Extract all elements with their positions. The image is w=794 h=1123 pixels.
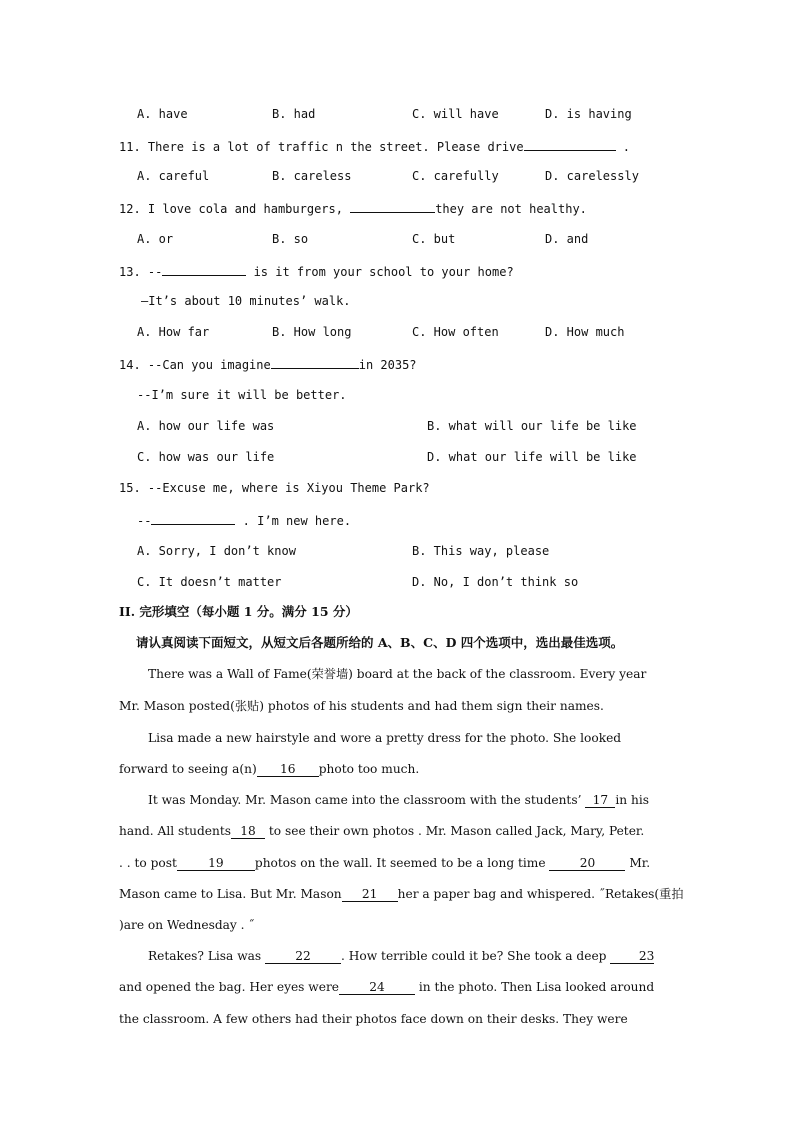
blank-16: 16 [257, 763, 319, 777]
q14-answer: --I’m sure it will be better. [137, 388, 347, 402]
q14-blank [271, 355, 359, 369]
passage-line-8 [119, 886, 684, 902]
q11-option-d: D. carelessly [545, 169, 639, 183]
passage-line-11 [119, 979, 654, 995]
q12-stem-text: 12. I love cola and hamburgers, [119, 202, 351, 216]
q14-option-c: C. how was our life [137, 450, 275, 464]
q15-option-d: D. No, I don’t think so [412, 575, 579, 589]
q12-option-a: A. or [137, 232, 174, 246]
passage-text: to see their own photos . Mr. Mason called Jack, Mary, Peter. [265, 824, 645, 838]
passage-line-5 [148, 792, 649, 808]
passage-text: photo too much. [318, 762, 420, 776]
passage-line-1: There was a Wall of Fame(荣誉墙) board at the back of the classroom. Every year [148, 667, 647, 681]
q12-stem [119, 199, 587, 217]
passage-text: forward to seeing a(n) [119, 762, 257, 776]
q10-option-c: C. will have [412, 107, 499, 121]
blank-24: 24 [339, 981, 415, 995]
q13-stem-end: is it from your school to your home? [246, 265, 514, 279]
q15-option-b: B. This way, please [412, 544, 550, 558]
section-instruction: 请认真阅读下面短文，从短文后各题所给的 A、B、C、D 四个选项中，选出最佳选项。 [136, 635, 624, 650]
blank-18: 18 [231, 825, 265, 839]
passage-line-10 [148, 948, 654, 964]
q15-option-c: C. It doesn’t matter [137, 575, 282, 589]
passage-text: and opened the bag. Her eyes were [119, 980, 339, 994]
passage-line-3: Lisa made a new hairstyle and wore a pretty dress for the photo. She looked [148, 731, 622, 745]
q11-stem-end: . [615, 140, 631, 154]
passage-line-12: the classroom. A few others had their photos face down on their desks. They were [119, 1012, 628, 1026]
q13-answer: –It’s about 10 minutes’ walk. [141, 294, 351, 308]
q11-stem [119, 137, 630, 155]
section-heading: II. 完形填空（每小题 1 分。满分 15 分） [119, 604, 358, 619]
q10-option-d: D. is having [545, 107, 632, 121]
q14-stem-text: 14. --Can you imagine [119, 358, 271, 372]
q13-stem [119, 262, 514, 280]
q15-option-a: A. Sorry, I don’t know [137, 544, 296, 558]
passage-text: . How terrible could it be? She took a deep [341, 949, 611, 963]
passage-text: It was Monday. Mr. Mason came into the classroom with the students’ [148, 793, 586, 807]
passage-text: hand. All students [119, 824, 232, 838]
passage-line-2: Mr. Mason posted(张贴) photos of his students and had them sign their names. [119, 699, 604, 713]
q13-option-c: C. How often [412, 325, 499, 339]
passage-text: in his [615, 793, 649, 807]
q15-stem: 15. --Excuse me, where is Xiyou Theme Park? [119, 481, 430, 495]
q11-option-b: B. careless [272, 169, 352, 183]
q14-option-a: A. how our life was [137, 419, 275, 433]
passage-line-4 [119, 761, 419, 777]
q13-option-a: A. How far [137, 325, 210, 339]
q14-stem [119, 355, 417, 373]
q13-stem-text: 13. -- [119, 265, 163, 279]
passage-text: Mr. [625, 856, 651, 870]
q13-option-d: D. How much [545, 325, 625, 339]
passage-text: in the photo. Then Lisa looked around [415, 980, 655, 994]
q12-option-b: B. so [272, 232, 309, 246]
passage-text: Retakes? Lisa was [148, 949, 266, 963]
q10-option-b: B. had [272, 107, 316, 121]
q11-blank [524, 137, 616, 151]
q12-option-c: C. but [412, 232, 456, 246]
blank-17: 17 [585, 794, 615, 808]
blank-23: 23 [610, 950, 654, 964]
q14-stem-end: in 2035? [358, 358, 417, 372]
q13-option-b: B. How long [272, 325, 352, 339]
q14-option-d: D. what our life will be like [427, 450, 637, 464]
q12-blank [350, 199, 435, 213]
passage-line-7 [119, 855, 650, 871]
q15-response [137, 511, 351, 529]
q12-stem-end: they are not healthy. [435, 202, 587, 216]
q11-option-c: C. carefully [412, 169, 499, 183]
blank-20: 20 [549, 857, 625, 871]
blank-21: 21 [342, 888, 398, 902]
passage-line-9: )are on Wednesday . ˝ [119, 918, 255, 932]
q11-option-a: A. careful [137, 169, 210, 183]
q15-response-end: . I’m new here. [235, 514, 352, 528]
blank-19: 19 [177, 857, 255, 871]
q13-blank [162, 262, 246, 276]
q15-response-prefix: -- [137, 514, 152, 528]
q11-stem-text: 11. There is a lot of traffic n the street. Please drive [119, 140, 524, 154]
blank-22: 22 [265, 950, 341, 964]
passage-text: . . to post [119, 856, 177, 870]
q12-option-d: D. and [545, 232, 589, 246]
passage-text: photos on the wall. It seemed to be a long time [254, 856, 550, 870]
passage-line-6 [119, 823, 644, 839]
passage-text: Mason came to Lisa. But Mr. Mason [119, 887, 342, 901]
q15-blank [151, 511, 235, 525]
q10-option-a: A. have [137, 107, 188, 121]
passage-text: her a paper bag and whispered. ˝Retakes(重拍 [397, 887, 684, 901]
q14-option-b: B. what will our life be like [427, 419, 637, 433]
